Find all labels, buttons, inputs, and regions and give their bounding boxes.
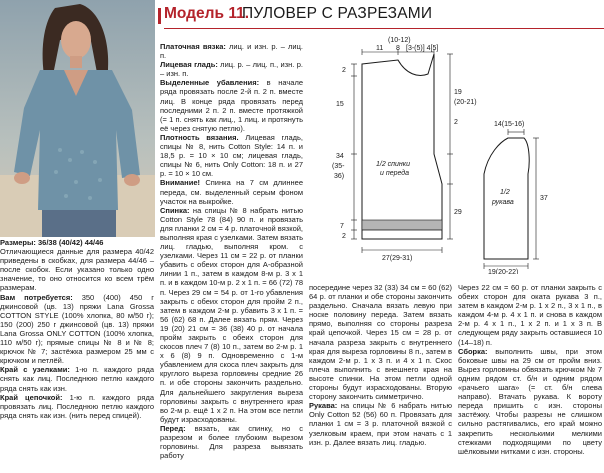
- front-paragraph: [160, 424, 303, 460]
- sleeve-title: Рукава:: [309, 401, 338, 411]
- schema-left-7: 7: [340, 223, 344, 230]
- instructions-column-2: [160, 42, 303, 460]
- materials-paragraph: [0, 293, 154, 366]
- front-continued: посередине через 32 (33) 34 см = 60 (62) 64 р. от планки и обе стороны закончить раздельно. Сначала вязать левую при носке половину переда. Затем вязать прямо, выполняя со стороны разреза край цепочкой. Через 15 см = 28 р. от начала разреза закрыть с внутреннего края для выреза горловины 8 п., затем в каждом 2-м р. 1 х 3 п. и 4 х 1 п. Скос плеча выполнить с внешнего края на высоте спинки. На этом петли одной стороны будут израсходованы. Вторую сторону закончить симметрично.: [309, 283, 452, 402]
- note-text: Спинка на 7 см длиннее переда, см. выделенный серым фоном участок на выкройке.: [160, 178, 303, 206]
- sizes-text: Отличающиеся данные для размера 40/42 приведены в скобках, для размера 44/46 – после скобок. Если указано только одно значение, то оно относится ко всем трём размерам.: [0, 247, 154, 293]
- stockinette-title: Лицевая гладь:: [160, 60, 218, 70]
- back-title: Спинка:: [160, 205, 190, 215]
- chain-paragraph: [0, 393, 154, 420]
- schema-drawing: [318, 34, 598, 274]
- stockinette-text: лиц. р. – лиц. п., изн. р. – изн. п.: [160, 60, 303, 79]
- schema-top-11: 11: [376, 45, 384, 52]
- left-column: [0, 238, 154, 420]
- instructions-column-3: [309, 283, 452, 447]
- schema-left-2b: 2: [342, 233, 346, 240]
- photo-illustration: [0, 0, 155, 237]
- assembly-text: выполнить швы, при этом боковые швы на 29 см от пройм вниз. Вырез горловины обвязать крючком № 7 одним рядом ст. б/н и одним рядом «рачьего шага» (= ст. б/н слева направо). Втачать рукава. К вороту переда пришить с изн. стороны застёжку. Чтобы разрезы не слишком сильно растягивались, его край можно закрепить несколькими мелкими стежками подходящими по цвету шёлковыми нитками с изн. стороны.: [458, 346, 602, 456]
- decrease-title: Выделенные убавления:: [160, 78, 260, 88]
- chain-title: Край цепочкой:: [0, 392, 63, 402]
- schema-label-back2: и переда: [380, 170, 410, 177]
- sleeve-top-width: 14(15-16): [494, 121, 525, 128]
- schema-left-35: (35-: [332, 163, 345, 170]
- sizes-value: 36/38 (40/42) 44/46: [35, 238, 104, 247]
- schema-left-34: 34: [336, 153, 344, 160]
- note-title: Внимание!: [160, 178, 200, 188]
- front-text: вязать, как спинку, но с разрезом и более глубоким вырезом горловины. Для разреза вывязать работу: [160, 423, 303, 461]
- schema-label-back: 1/2 спинки: [376, 161, 410, 168]
- decrease-paragraph: [160, 78, 303, 133]
- garter-paragraph: [160, 42, 303, 60]
- instructions-column-4: [458, 283, 602, 456]
- back-extension-stripe: [362, 220, 442, 230]
- materials-text: 350 (400) 450 г джинсовой (цв. 13) пряжи Lana Grossa COTTON STYLE (100% хлопка, 80 м/50 г); 150 (200) 250 г джинсовой (цв. 13) пряжи Lana Grossa ONLY COTTON (100% хлопка, 110 м/50 г); прямые спицы № 8 и № 8; крючок № 7; застёжка размером 25 мм с крючком и петлёй.: [0, 292, 154, 366]
- sleeve-paragraph: [309, 401, 452, 446]
- schema-left-36: 36): [334, 173, 345, 180]
- schema-right-19: 19: [454, 89, 462, 96]
- back-text: на спицы № 8 набрать нитью Cotton Style 78 (84) 90 п. и провязать для планки 2 см = 4 р. платочной вязкой, выполняя края с узелками. Затем вязать лиц. гладью, выполняя кром. с узелками. Через 11 см = 22 р. от планки убавить с обеих сторон для А-образной линии 1 п., затем в каждом 8-м р. 3 х 1 п. и в каждом 10-м р. 2 х 1 п. = 66 (72) 78 п. Через 29 см = 54 р. от 1-го убавления закрыть с обеих сторон для пройм 2 п., затем в каждом 2-м р. убавить 3 х 1 п. = 56 (62) 68 п. Далее вязать прям. Через 19 (20) 21 см = 36 (38) 40 р. от начала пройм закрыть с обеих сторон для скосов плеч 7 (8) 10 п., затем во 2-м р. 1 х 6 (8) 9 п. Одновременно с 1-м убавлением для скоса плеч закрыть для круглого выреза горловины средние 26 п. и обе стороны закончить раздельно. Для дальнейшего закругления выреза горловины закрыть с внутреннего края во 2-м р. ещё 1 х 2 п. На этом все петли будут израсходованы.: [160, 205, 304, 424]
- sleeve-right-length: 37: [540, 195, 548, 202]
- note-paragraph: [160, 178, 303, 205]
- schema-left-2: 2: [342, 67, 346, 74]
- body-piece: [362, 54, 442, 239]
- chain-text: 1-ю п. каждого ряда провязать лиц. Последнюю петлю каждого ряда снять как изн. (нить перед спицей).: [0, 392, 154, 420]
- schema-left-15: 15: [336, 101, 344, 108]
- sleeve-continued: Через 22 см = 60 р. от планки закрыть с обеих сторон для оката рукава 3 п., затем в каждом 2-м р. 1 х 2 п., 3 х 1 п., в каждом 4-м р. 4 х 1 п. и снова в каждом 2-м р. 4 х 1 п., 1 х 2 п. и 1 х 3 п. В следующем ряду закрыть оставшиеся 10 (14–18) п.: [458, 283, 602, 347]
- gauge-paragraph: [160, 133, 303, 178]
- sleeve-text: на спицы № 6 набрать нитью Only Cotton 52 (56) 60 п. Провязать для планки 1 см = 3 р. платочной вязкой с узелковым краем, при этом начать с 1 изн. р. Далее вязать лиц. гладью.: [309, 401, 452, 447]
- schema-bottom-width: 27(29-31): [382, 255, 413, 262]
- sleeve-bottom-width: 19(20-22): [488, 269, 519, 274]
- assembly-title: Сборка:: [458, 346, 488, 356]
- sizes-title: Размеры:: [0, 238, 36, 247]
- assembly-paragraph: [458, 347, 602, 456]
- model-photo: [0, 0, 155, 237]
- garter-title: Платочная вязка:: [160, 42, 226, 51]
- materials-title: Вам потребуется:: [0, 292, 73, 302]
- edge-paragraph: [0, 365, 154, 392]
- schema-top-8: 8: [396, 45, 400, 52]
- garter-text: лиц. и изн. р. – лиц. п.: [160, 42, 303, 61]
- sleeve-label: 1/2: [500, 189, 510, 196]
- pattern-schema: [318, 34, 598, 274]
- title-accent-bar: [158, 8, 161, 24]
- article-title: [158, 0, 604, 30]
- schema-top-shoulder: [3-(5)] 4[5]: [406, 45, 439, 52]
- edge-title: Край с узелками:: [0, 365, 70, 375]
- gauge-title: Плотность вязания.: [160, 132, 239, 142]
- gauge-text: Лицевая гладь, спицы № 8, нить Cotton Style: 14 п. и 18,5 р. = 10 × 10 см; лицевая гладь, спицы № 6, нить Only Cotton: 18 п. и 27 р. = 10 × 10 см.: [160, 132, 304, 179]
- schema-right-2: 2: [454, 119, 458, 126]
- decrease-text: в начале ряда провязать после 2-й п. 2 п. вместе лиц. В конце ряда провязать перед последними 2 п. 2 п. вместе протяжкой (= 1 п. снять как лиц., 1 лиц. и протянуть её через снятую петлю).: [160, 78, 303, 133]
- model-name: ПУЛОВЕР С РАЗРЕЗАМИ: [242, 5, 433, 22]
- front-title: Перед:: [160, 423, 186, 433]
- back-paragraph: [160, 206, 303, 424]
- sizes-paragraph: [0, 238, 154, 247]
- schema-top-center: (10-12): [388, 37, 411, 44]
- stockinette-paragraph: [160, 60, 303, 78]
- schema-right-2021: (20-21): [454, 99, 477, 106]
- model-number: Модель 11.: [164, 5, 250, 22]
- title-rule: [164, 28, 604, 29]
- schema-right-29: 29: [454, 209, 462, 216]
- sleeve-label2: рукава: [492, 199, 514, 206]
- edge-text: 1-ю п. каждого ряда снять как лиц. Последнюю петлю каждого ряда снять как изн.: [0, 365, 154, 393]
